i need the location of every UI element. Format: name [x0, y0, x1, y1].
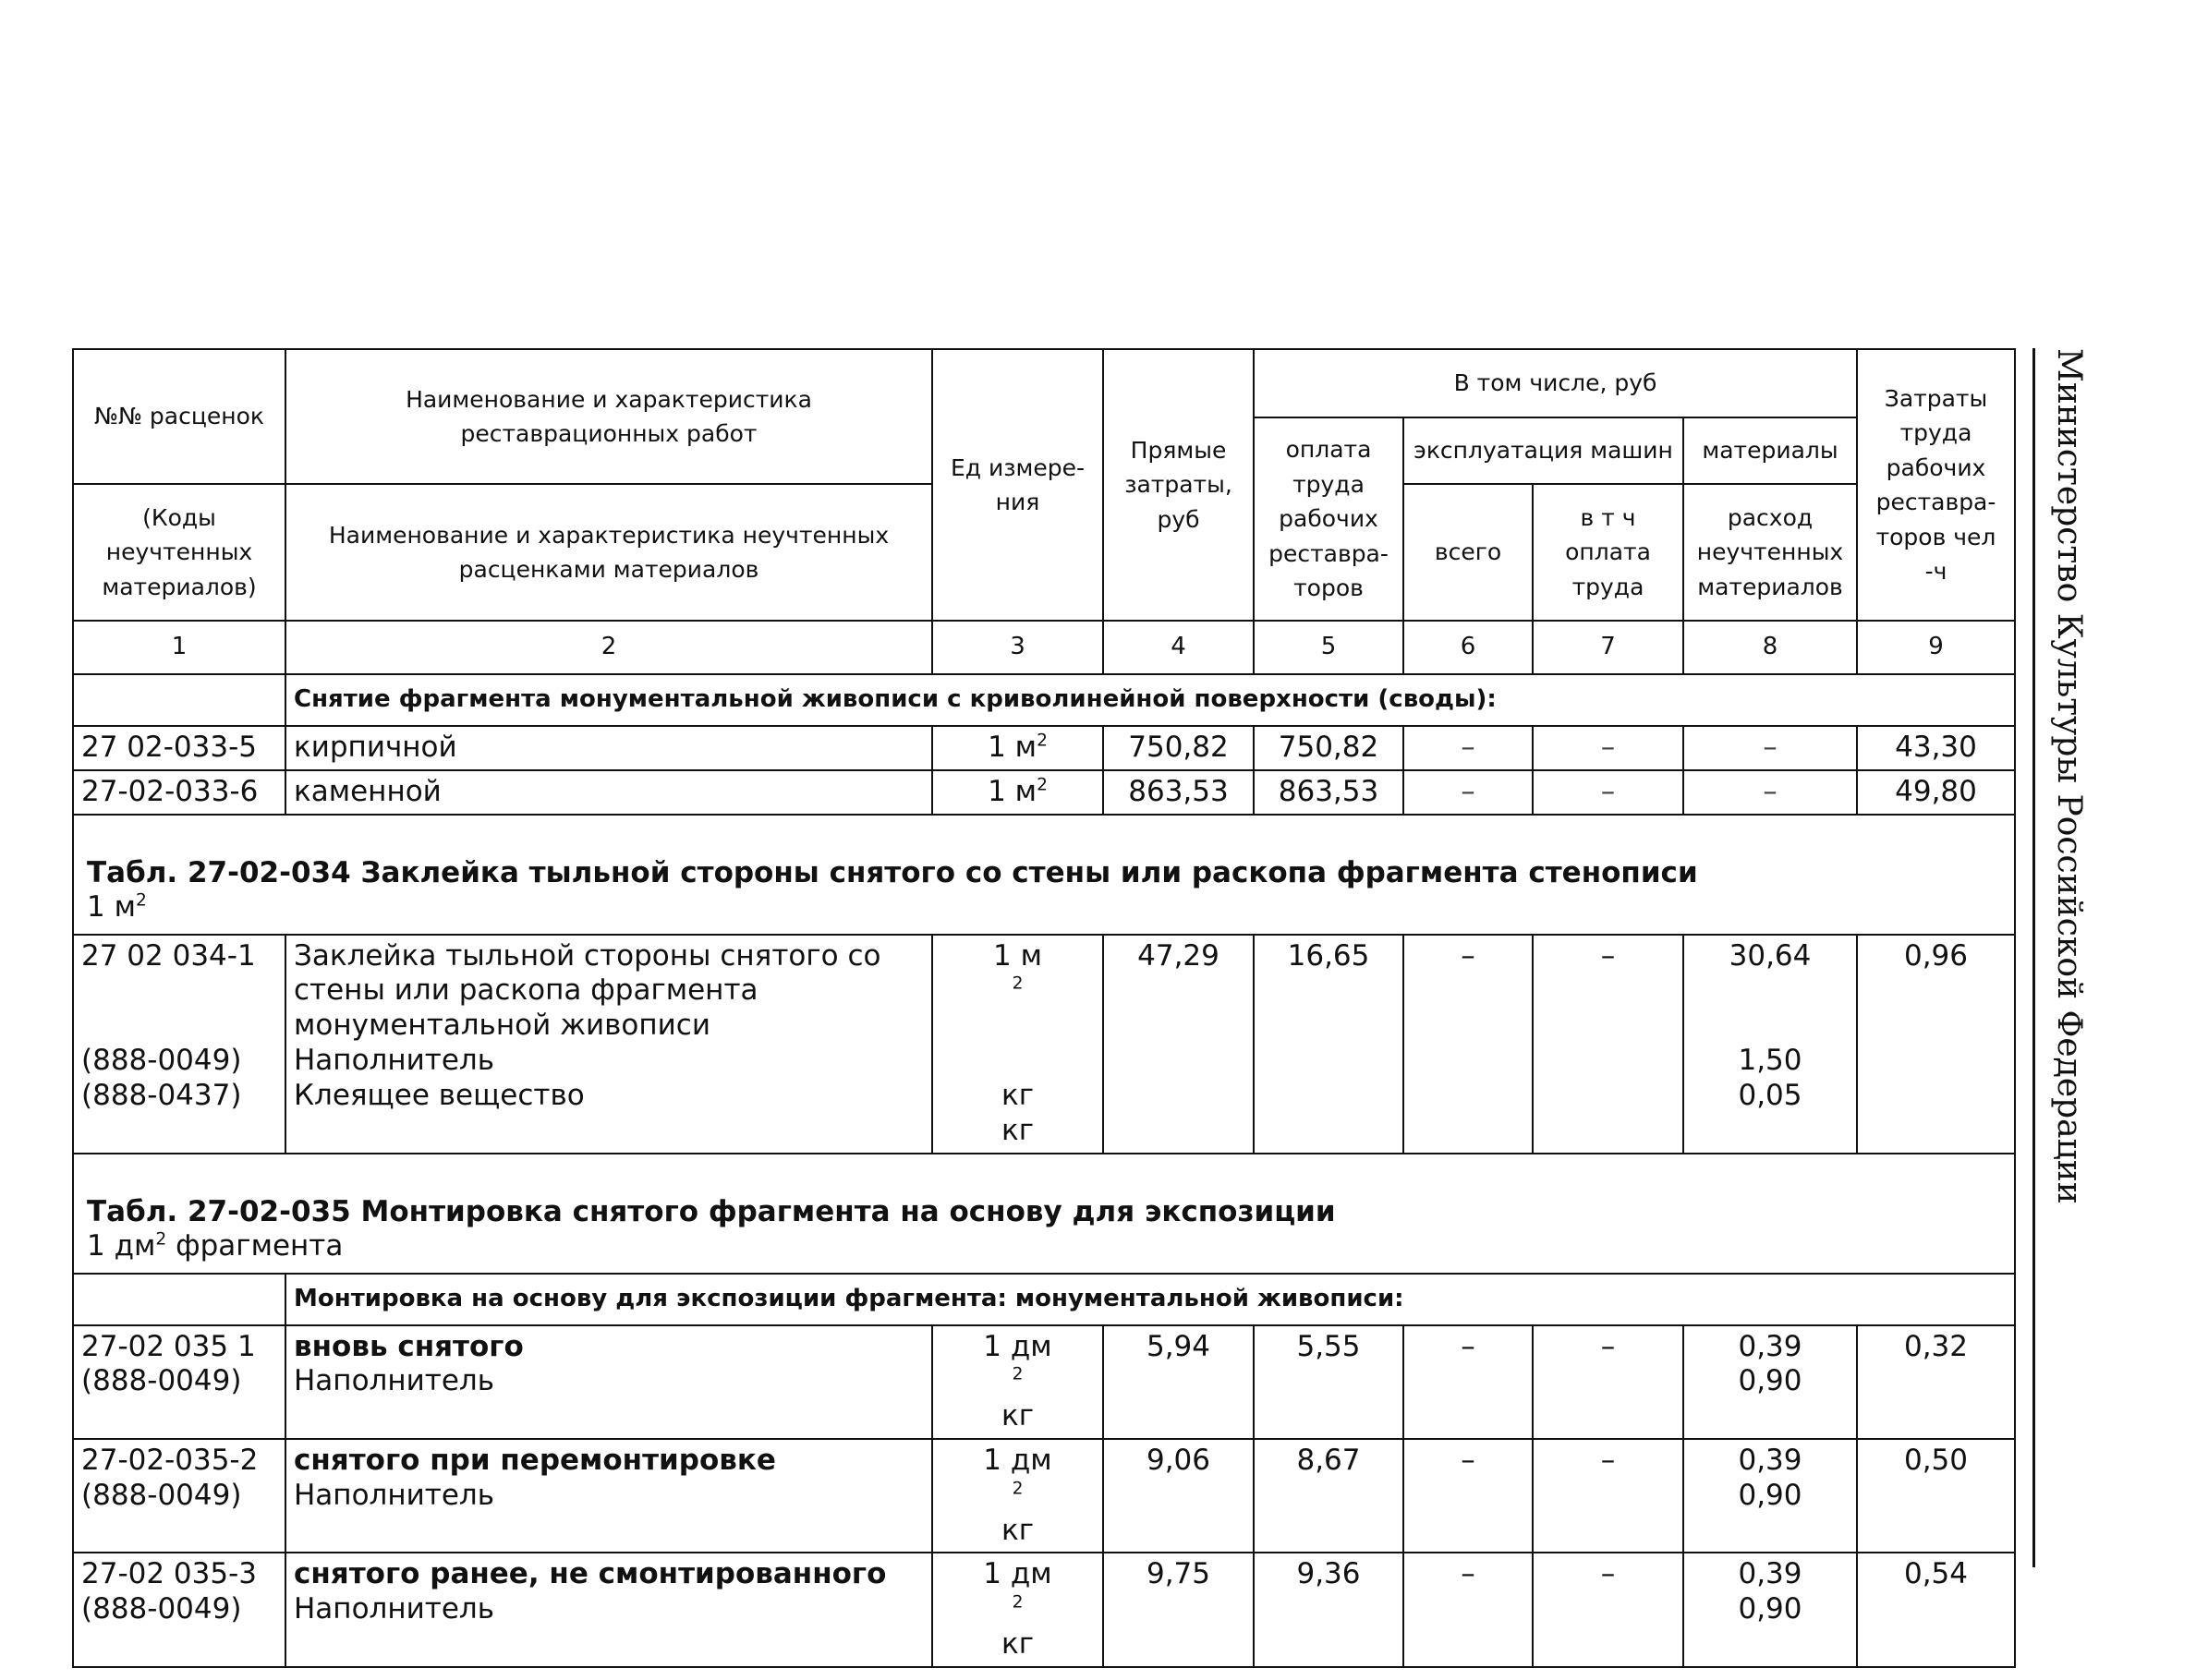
header-col2-top: Наименование и характеристика реставрационных работ: [285, 349, 932, 484]
header-col1-top: №№ расценок: [73, 349, 285, 484]
table035-unit: 1 $дм^2$ фрагмента: [87, 1229, 344, 1263]
column-number: 9: [1857, 621, 2015, 674]
row-name: вновь снятого Наполнитель: [285, 1325, 932, 1439]
row-c6: –: [1403, 935, 1533, 1154]
header-machines: эксплуатация машин: [1403, 417, 1683, 484]
header-col2-bottom: Наименование и характеристика неучтенных расценками материалов: [285, 484, 932, 621]
column-number: 4: [1103, 621, 1254, 674]
row-c6: –: [1403, 770, 1533, 815]
column-number: 5: [1254, 621, 1403, 674]
table-row: [73, 1553, 2015, 1666]
column-number: 8: [1683, 621, 1857, 674]
row-c4: 863,53: [1103, 770, 1254, 815]
row-unit: 1 $м^2$: [932, 726, 1103, 770]
table-row: [73, 1439, 2015, 1553]
row-c6: –: [1403, 1325, 1533, 1439]
column-number: 2: [285, 621, 932, 674]
row-unit: 1 дм $^2$ кг: [932, 1325, 1103, 1439]
row-c5: 16,65: [1254, 935, 1403, 1154]
row-c9: 49,80: [1857, 770, 2015, 815]
row-code: 27 02 034-1 (888-0049) (888-0437): [73, 935, 285, 1154]
rates-table: [72, 348, 2016, 1668]
row-unit: 1 дм $^2$ кг: [932, 1439, 1103, 1553]
header-materials: материалы: [1683, 417, 1857, 484]
row-name: снятого ранее, не смонтированного Наполнитель: [285, 1553, 932, 1666]
row-c4: 5,94: [1103, 1325, 1254, 1439]
row-name: Заклейка тыльной стороны снятого со стены или раскопа фрагмента монументальной живописи Наполнитель Клеящее вещество: [285, 935, 932, 1154]
rates-document: [72, 348, 2014, 1668]
row-c6: –: [1403, 726, 1533, 770]
row-name: кирпичной: [285, 726, 932, 770]
row-c5: 8,67: [1254, 1439, 1403, 1553]
row-c7: –: [1533, 1439, 1683, 1553]
row-code: 27-02-033-6: [73, 770, 285, 815]
row-c4: 9,75: [1103, 1553, 1254, 1666]
side-title: [2040, 348, 2095, 1567]
row-code: 27-02-035-2 (888-0049): [73, 1439, 285, 1553]
row-c7: –: [1533, 935, 1683, 1154]
section1-subheading: Снятие фрагмента монументальной живописи с криволинейной поверхности (своды):: [285, 674, 2015, 726]
table-row: [73, 770, 2015, 815]
row-unit: 1 дм $^2$ кг: [932, 1553, 1103, 1666]
row-c8: 0,39 0,90: [1683, 1325, 1857, 1439]
row-c9: 0,32: [1857, 1325, 2015, 1439]
row-c8: 30,64 1,50 0,05: [1683, 935, 1857, 1154]
table034-title-row: [73, 815, 2015, 935]
header-col1-bottom: (Коды неучтенных материалов): [73, 484, 285, 621]
row-c8: –: [1683, 770, 1857, 815]
column-number: 1: [73, 621, 285, 674]
header-col7: в т ч оплата труда: [1533, 484, 1683, 621]
header-col8: расход неучтенных материалов: [1683, 484, 1857, 621]
row-c7: –: [1533, 1553, 1683, 1666]
row-c7: –: [1533, 726, 1683, 770]
header-group: В том числе, руб: [1254, 349, 1857, 417]
table034-title: Табл. 27-02-034 Заклейка тыльной стороны снятого со стены или раскопа фрагмента стенописи: [87, 855, 1698, 889]
table-row: [73, 935, 2015, 1154]
table035-title: Табл. 27-02-035 Монтировка снятого фрагмента на основу для экспозиции: [87, 1194, 1336, 1228]
row-name: снятого при перемонтировке Наполнитель: [285, 1439, 932, 1553]
table-row: [73, 726, 2015, 770]
table035-title-row: [73, 1154, 2015, 1274]
row-c9: 0,50: [1857, 1439, 2015, 1553]
table-row: [73, 1325, 2015, 1439]
table035-subheading: Монтировка на основу для экспозиции фрагмента: монументальной живописи:: [285, 1274, 2015, 1325]
row-c6: –: [1403, 1439, 1533, 1553]
column-numbers-row: [73, 621, 2015, 674]
column-number: 6: [1403, 621, 1533, 674]
row-c5: 750,82: [1254, 726, 1403, 770]
row-code: 27-02 035 1 (888-0049): [73, 1325, 285, 1439]
row-name: каменной: [285, 770, 932, 815]
row-c9: 0,54: [1857, 1553, 2015, 1666]
side-title-text: Министерство Культуры Российской Федерации: [2050, 348, 2088, 1204]
column-number: 3: [932, 621, 1103, 674]
row-c5: 5,55: [1254, 1325, 1403, 1439]
row-code: 27-02 035-3 (888-0049): [73, 1553, 285, 1666]
row-c8: 0,39 0,90: [1683, 1553, 1857, 1666]
header-col6: всего: [1403, 484, 1533, 621]
header-col3: Ед измере-ния: [932, 349, 1103, 621]
header-col4: Прямые затраты, руб: [1103, 349, 1254, 621]
row-c5: 863,53: [1254, 770, 1403, 815]
section1-subheading-row: [73, 674, 2015, 726]
row-code: 27 02-033-5: [73, 726, 285, 770]
row-c9: 43,30: [1857, 726, 2015, 770]
header-col9: Затраты труда рабочих реставра-торов чел -ч: [1857, 349, 2015, 621]
row-c8: –: [1683, 726, 1857, 770]
side-rule: [2032, 348, 2035, 1567]
table035-subheading-row: [73, 1274, 2015, 1325]
row-c9: 0,96: [1857, 935, 2015, 1154]
row-c5: 9,36: [1254, 1553, 1403, 1666]
row-c4: 750,82: [1103, 726, 1254, 770]
row-c7: –: [1533, 770, 1683, 815]
row-unit: 1 м $^2$ кг кг: [932, 935, 1103, 1154]
row-c6: –: [1403, 1553, 1533, 1666]
row-c7: –: [1533, 1325, 1683, 1439]
header-col5: оплата труда рабочих реставра-торов: [1254, 417, 1403, 621]
column-number: 7: [1533, 621, 1683, 674]
row-unit: 1 $м^2$: [932, 770, 1103, 815]
row-c4: 47,29: [1103, 935, 1254, 1154]
row-c8: 0,39 0,90: [1683, 1439, 1857, 1553]
row-c4: 9,06: [1103, 1439, 1254, 1553]
table034-unit: 1 $м^2$: [87, 890, 147, 925]
